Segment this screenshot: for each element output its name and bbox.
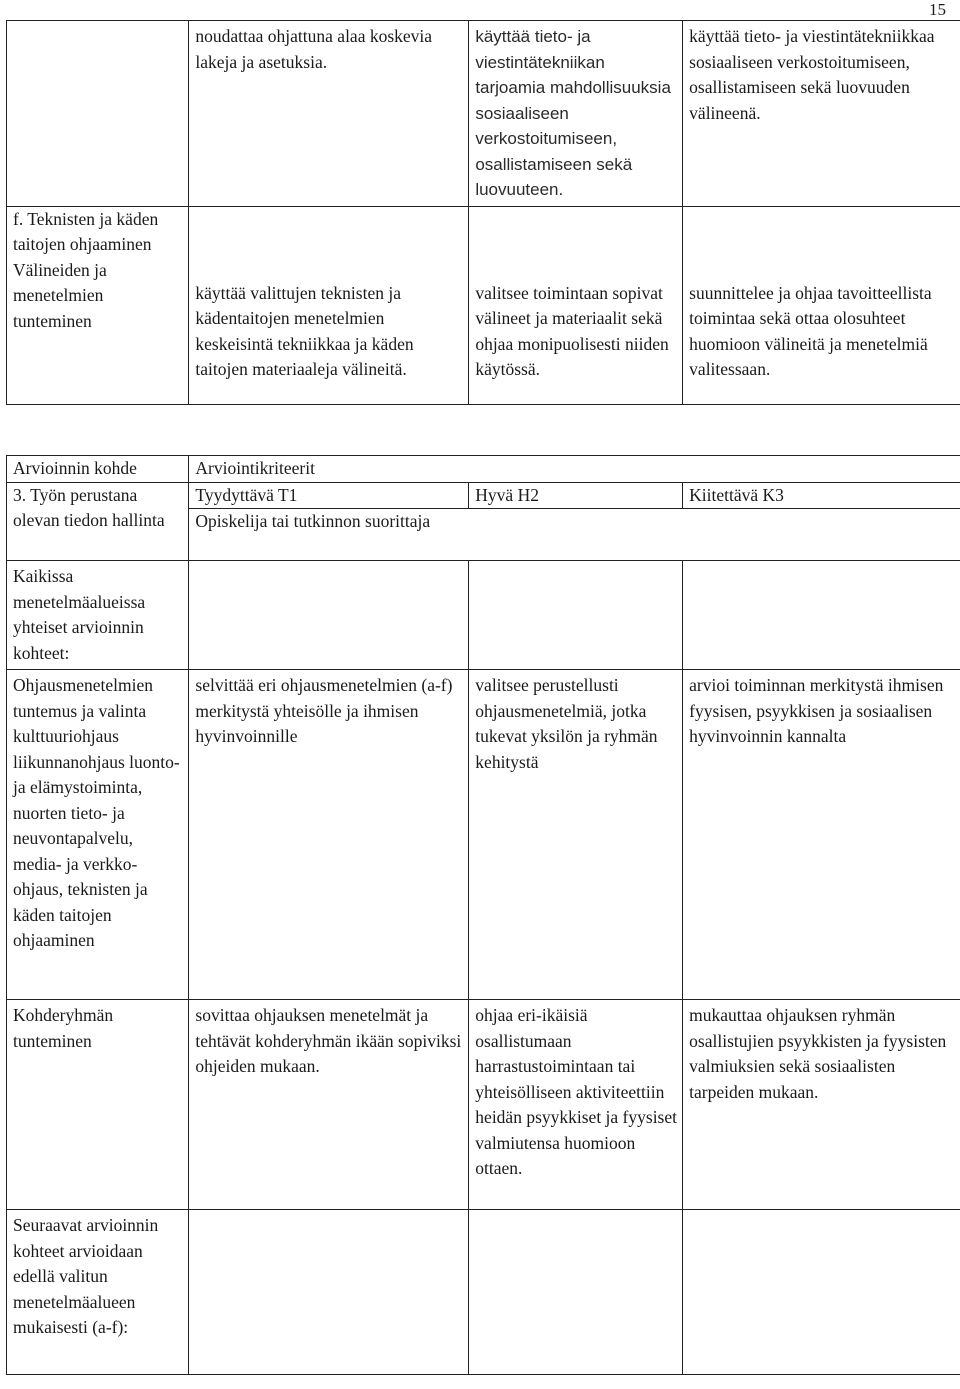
criteria-table-continued	[6, 20, 960, 405]
target-cell: f. Teknisten ja käden taitojen ohjaaminen Välineiden ja menetelmien tunteminen	[7, 206, 189, 404]
target-header: Arvioinnin kohde	[7, 456, 189, 483]
performer-label: Opiskelija tai tutkinnon suorittaja	[189, 509, 960, 535]
good-cell: ohjaa eri-ikäisiä osallistumaan harrastustoimintaan tai yhteisölliseen aktiviteettiin heidän psyykkiset ja fyysiset valmiutensa huomioon ottaen.	[469, 1000, 683, 1210]
common-targets-label: Kaikissa menetelmäalueissa yhteiset arvioinnin kohteet:	[7, 561, 189, 670]
satisfactory-cell: sovittaa ohjauksen menetelmät ja tehtävät kohderyhmän ikään sopiviksi ohjeiden mukaan.	[189, 1000, 469, 1210]
satisfactory-cell: käyttää valittujen teknisten ja kädentaitojen menetelmien keskeisintä tekniikkaa ja käden taitojen materiaaleja välineitä.	[189, 206, 469, 404]
satisfactory-cell	[189, 1210, 469, 1375]
level-t1: Tyydyttävä T1	[189, 482, 469, 509]
performer-spacer	[189, 535, 960, 561]
level-h2: Hyvä H2	[469, 482, 683, 509]
level-k3: Kiitettävä K3	[683, 482, 960, 509]
satisfactory-cell: noudattaa ohjattuna alaa koskevia lakeja ja asetuksia.	[189, 21, 469, 207]
header-row	[7, 456, 960, 483]
table-row	[7, 21, 960, 207]
subject-row	[7, 482, 960, 509]
excellent-cell: suunnittelee ja ohjaa tavoitteellista toimintaa sekä ottaa olosuhteet huomioon välineitä ja menetelmiä valitessaan.	[683, 206, 960, 404]
good-cell	[469, 1210, 683, 1375]
good-cell: valitsee perustellusti ohjausmenetelmiä, jotka tukevat yksilön ja ryhmän kehitystä	[469, 670, 683, 1000]
excellent-cell: käyttää tieto- ja viestintätekniikkaa sosiaaliseen verkostoitumiseen, osallistamiseen sekä luovuuden välineenä.	[683, 21, 960, 207]
excellent-cell	[683, 1210, 960, 1375]
common-targets-row	[7, 561, 960, 670]
criteria-table	[6, 455, 960, 1375]
empty-cell	[683, 561, 960, 670]
excellent-cell: arvioi toiminnan merkitystä ihmisen fyysisen, psyykkisen ja sosiaalisen hyvinvoinnin kannalta	[683, 670, 960, 1000]
target-cell: Seuraavat arvioinnin kohteet arvioidaan edellä valitun menetelmäalueen mukaisesti (a-f):	[7, 1210, 189, 1375]
target-cell	[7, 21, 189, 207]
target-cell: Ohjausmenetelmien tuntemus ja valinta kulttuuriohjaus liikunnanohjaus luonto- ja elämystoiminta, nuorten tieto- ja neuvontapalvelu, media- ja verkko-ohjaus, teknisten ja käden taitojen ohjaaminen	[7, 670, 189, 1000]
empty-cell	[469, 561, 683, 670]
satisfactory-cell: selvittää eri ohjausmenetelmien (a-f) merkitystä yhteisölle ja ihmisen hyvinvoinnille	[189, 670, 469, 1000]
empty-cell	[189, 561, 469, 670]
excellent-cell: mukauttaa ohjauksen ryhmän osallistujien psyykkisten ja fyysisten valmiuksien sekä sosiaalisten tarpeiden mukaan.	[683, 1000, 960, 1210]
good-cell: valitsee toimintaan sopivat välineet ja materiaalit sekä ohjaa monipuolisesti niiden käytössä.	[469, 206, 683, 404]
table-row	[7, 1000, 960, 1210]
subject-title: 3. Työn perustana olevan tiedon hallinta	[7, 482, 189, 561]
table-row	[7, 1210, 960, 1375]
good-cell: käyttää tieto- ja viestintätekniikan tarjoamia mahdollisuuksia sosiaaliseen verkostoitumiseen, osallistamiseen sekä luovuuteen.	[469, 21, 683, 207]
table-row	[7, 670, 960, 1000]
page-number: 15	[929, 0, 946, 19]
target-cell: Kohderyhmän tunteminen	[7, 1000, 189, 1210]
table-row	[7, 206, 960, 404]
criteria-header: Arviointikriteerit	[189, 456, 960, 483]
